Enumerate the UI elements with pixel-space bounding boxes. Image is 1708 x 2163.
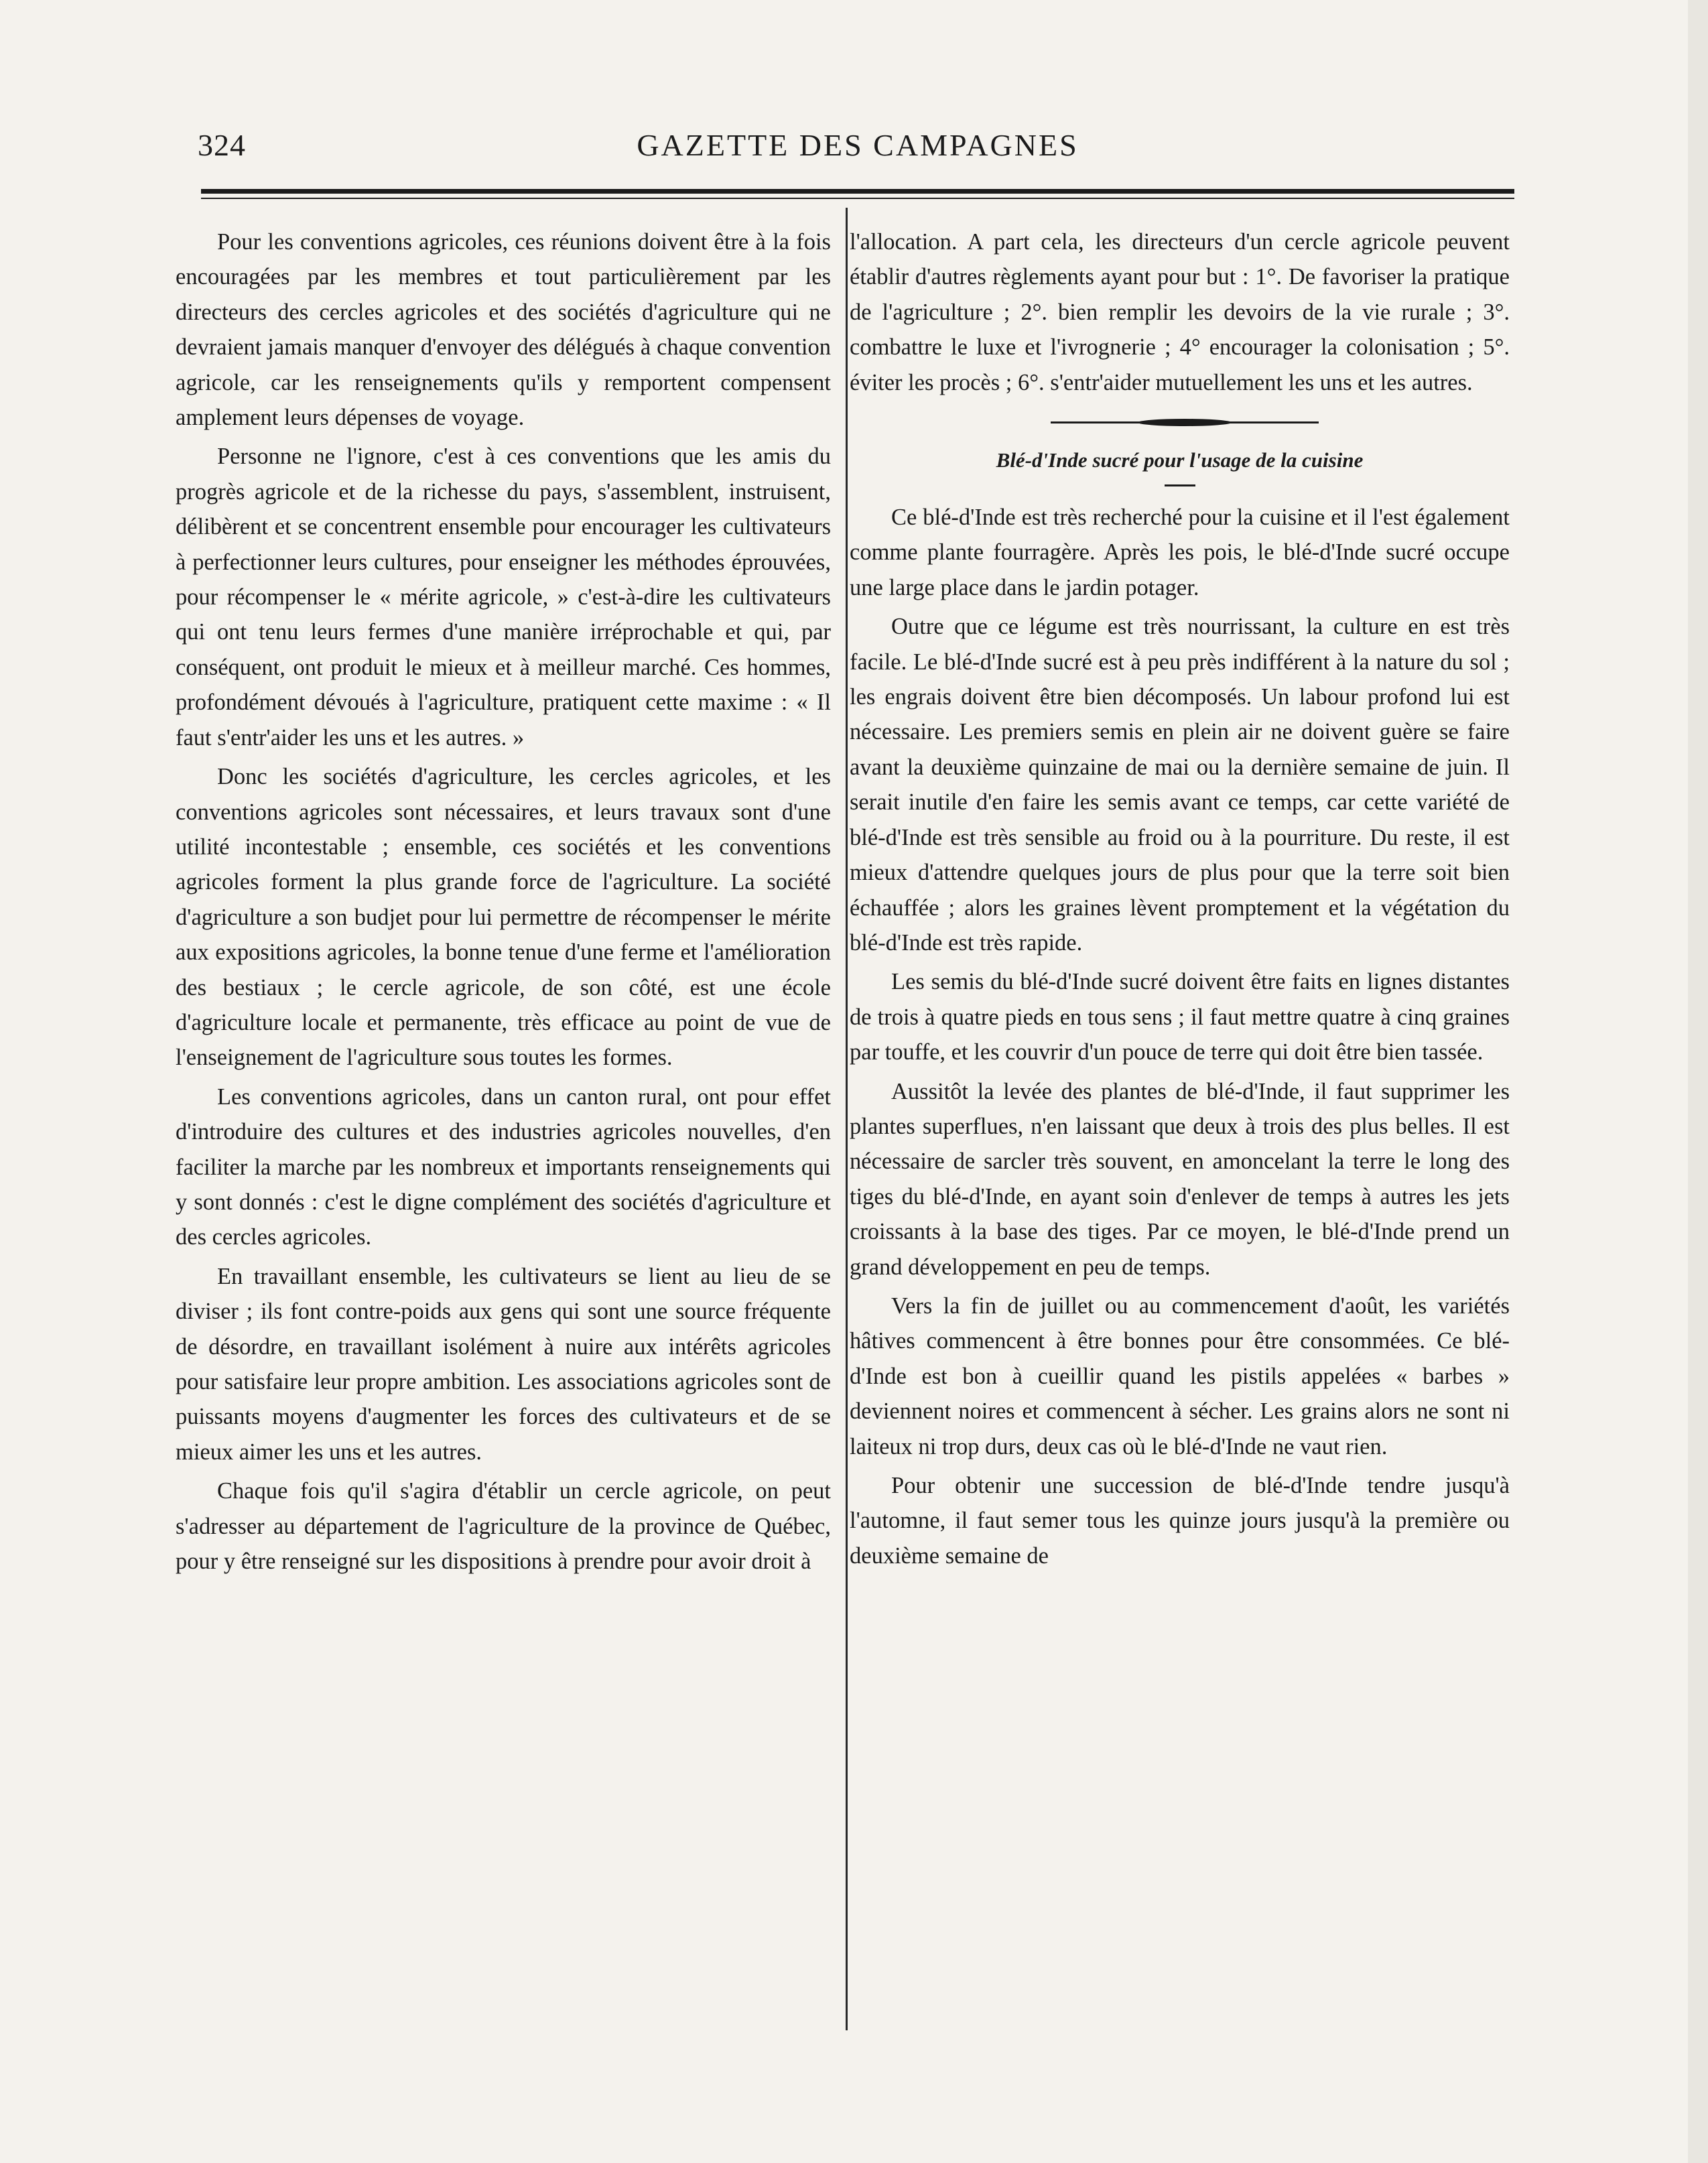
paragraph: Pour les conventions agricoles, ces réunions doivent être à la fois encouragées par les membres et tout particulièrement par les directeurs des cercles agricoles et des sociétés d'agriculture qui ne devraient jamais manquer d'envoyer des délégués à chaque convention agricole, car les renseignements qu'ils y remportent compensent amplement leurs dépenses de voyage. [176, 229, 831, 431]
scan-margin [1688, 0, 1708, 2163]
paragraph: Les semis du blé-d'Inde sucré doivent être faits en lignes distantes de trois à quatre pieds en tous sens ; il faut mettre quatre à cinq graines par touffe, et les couvrir d'un pouce de terre qui doit être bien tassée. [850, 969, 1510, 1065]
column-divider [846, 208, 848, 2030]
paragraph: Les conventions agricoles, dans un canton rural, ont pour effet d'introduire des cultures et des industries agricoles nouvelles, d'en faciliter la marche par les nombreux et importants renseignements qui y sont donnés : c'est le digne complément des sociétés d'agriculture et des cercles agricoles. [176, 1084, 831, 1250]
paragraph: En travaillant ensemble, les cultivateurs se lient au lieu de se diviser ; ils font contre-poids aux gens qui sont une source fréquente de désordre, en travaillant isolément à nuire aux intérêts agricoles pour satisfaire leur propre ambition. Les associations agricoles sont de puissants moyens d'augmenter les forces des cultivateurs et de se mieux aimer les uns et les autres. [176, 1263, 831, 1465]
paragraph: Outre que ce légume est très nourrissant, la culture en est très facile. Le blé-d'Inde sucré est à peu près indifférent à la nature du sol ; les engrais doivent être bien décomposés. Un labour profond lui est nécessaire. Les premiers semis en plein air ne doivent guère se faire avant la deuxième quinzaine de mai ou la dernière semaine de juin. Il serait inutile d'en faire les semis avant ce temps, car cette variété de blé-d'Inde est très sensible au froid ou à la pourriture. Du reste, il est mieux d'attendre quelques jours de plus pour que la terre soit bien échauffée ; alors les graines lèvent promptement et la végétation du blé-d'Inde est très rapide. [850, 614, 1510, 956]
header-rule-thin [201, 198, 1514, 199]
paragraph: Aussitôt la levée des plantes de blé-d'Inde, il faut supprimer les plantes superflues, n'en laissant que deux à trois des plus belles. Il est nécessaire de sarcler très souvent, en amoncelant la terre le long des tiges du blé-d'Inde, en ayant soin d'enlever de temps à autres les jets croissants à la base des tiges. Par ce moyen, le blé-d'Inde prend un grand développement en peu de temps. [850, 1078, 1510, 1280]
page-number: 324 [198, 128, 246, 162]
section-ornament [850, 409, 1510, 436]
paragraph: Chaque fois qu'il s'agira d'établir un cercle agricole, on peut s'adresser au département de l'agriculture de la province de Québec, pour y être renseigné sur les dispositions à prendre pour avoir droit à [176, 1478, 831, 1575]
page-header [198, 121, 1518, 174]
title-dash [1165, 484, 1195, 486]
paragraph: Ce blé-d'Inde est très recherché pour la cuisine et il l'est également comme plante fourragère. Après les pois, le blé-d'Inde sucré occupe une large place dans le jardin potager. [850, 505, 1510, 600]
continued-paragraph: l'allocation. A part cela, les directeurs d'un cercle agricole peuvent établir d'autres règlements ayant pour but : 1°. De favoriser la pratique de l'agriculture ; 2°. bien remplir les devoirs de la vie rurale ; 3°. combattre le luxe et l'ivrognerie ; 4° encourager la colonisation ; 5°. éviter les procès ; 6°. s'entr'aider mutuellement les uns et les autres. [850, 229, 1510, 395]
right-column [850, 224, 1510, 1577]
paragraph: Vers la fin de juillet ou au commencement d'août, les variétés hâtives commencent à être bonnes pour être consommées. Ce blé-d'Inde est bon à cueillir quand les pistils appelées « barbes » deviennent noires et commencent à sécher. Les grains alors ne sont ni laiteux ni trop durs, deux cas où le blé-d'Inde ne vaut rien. [850, 1293, 1510, 1459]
paragraph: Personne ne l'ignore, c'est à ces conventions que les amis du progrès agricole et de la richesse du pays, s'assemblent, instruisent, délibèrent et se concentrent ensemble pour encourager les cultivateurs à perfectionner leurs cultures, pour enseigner les méthodes éprouvées, pour récompenser le « mérite agricole, » c'est-à-dire les cultivateurs qui ont tenu leurs fermes d'une manière irréprochable et qui, par conséquent, ont produit le mieux et à meilleur marché. Ces hommes, profondément dévoués à l'agriculture, pratiquent cette maxime : « Il faut s'entr'aider les uns et les autres. » [176, 444, 831, 750]
running-title: GAZETTE DES CAMPAGNES [637, 128, 1079, 162]
paragraph: Pour obtenir une succession de blé-d'Inde tendre jusqu'à l'automne, il faut semer tous les quinze jours jusqu'à la première ou deuxième semaine de [850, 1473, 1510, 1569]
paragraph: Donc les sociétés d'agriculture, les cercles agricoles, et les conventions agricoles sont nécessaires, et leurs travaux sont d'une utilité incontestable ; ensemble, ces sociétés et les conventions agricoles forment la plus grande force de l'agriculture. La société d'agriculture a son budjet pour lui permettre de récompenser le mérite aux expositions agricoles, la bonne tenue d'une ferme et l'amélioration des bestiaux ; le cercle agricole, de son côté, est une école d'agriculture locale et permanente, très efficace au point de vue de l'enseignement de l'agriculture sous toutes les formes. [176, 764, 831, 1071]
section-title: Blé-d'Inde sucré pour l'usage de la cuisine [996, 448, 1364, 472]
left-column [176, 224, 831, 1583]
header-rule-thick [201, 189, 1514, 194]
